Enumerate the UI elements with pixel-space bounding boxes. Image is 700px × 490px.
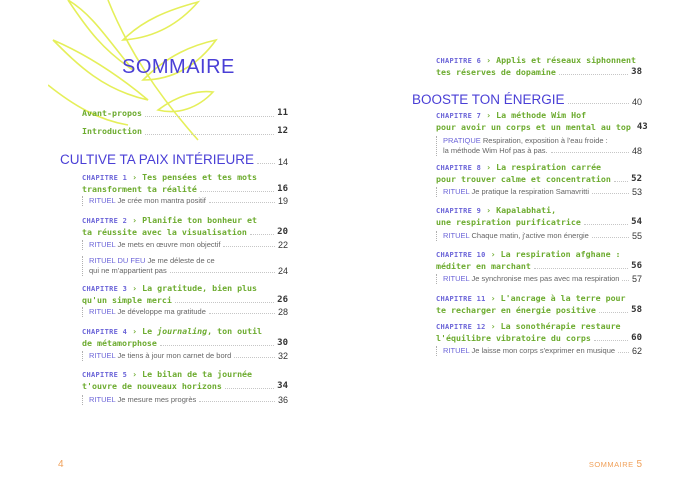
toc-chapter-10[interactable]: CHAPITRE 10 › La respiration afghane : méditer en marchant 56 (436, 249, 642, 271)
toc-chapter-7[interactable]: CHAPITRE 7 › La méthode Wim Hof pour avoir un corps et un mental au top 43 (436, 110, 648, 132)
toc-ritual-4[interactable]: RITUEL Je tiens à jour mon carnet de bord 32 (82, 351, 288, 361)
toc-ritual-2b[interactable]: RITUEL DU FEU Je me déleste de ce qui ne m'appartient pas 24 (82, 256, 288, 276)
running-head: SOMMAIRE (588, 460, 634, 469)
right-page-number: 5 (636, 459, 642, 470)
toc-chapter-2[interactable]: CHAPITRE 2 › Planifie ton bonheur et ta réussite avec la visualisation 20 (82, 215, 288, 237)
toc-chapter-6[interactable]: CHAPITRE 6 › Applis et réseaux siphonnent tes réserves de dopamine 38 (436, 55, 642, 77)
toc-chapter-9[interactable]: CHAPITRE 9 › Kapalabhati, une respiration purificatrice 54 (436, 205, 642, 227)
toc-ritual-9[interactable]: RITUEL Chaque matin, j'active mon énergie 55 (436, 231, 642, 241)
toc-ritual-2a[interactable]: RITUEL Je mets en œuvre mon objectif 22 (82, 240, 288, 250)
right-page-footer (589, 459, 642, 470)
toc-chapter-5[interactable]: CHAPITRE 5 › Le bilan de ta journée t'ouvre de nouveaux horizons 34 (82, 369, 288, 391)
page-title: SOMMAIRE (122, 56, 235, 78)
left-page-number: 4 (58, 459, 64, 470)
toc-chapter-8[interactable]: CHAPITRE 8 › La respiration carrée pour trouver calme et concentration 52 (436, 162, 642, 184)
toc-section-cultive[interactable]: CULTIVE TA PAIX INTÉRIEURE 14 (60, 152, 288, 167)
toc-ritual-3[interactable]: RITUEL Je développe ma gratitude 28 (82, 307, 288, 317)
toc-chapter-11[interactable]: CHAPITRE 11 › L'ancrage à la terre pour te recharger en énergie positive 58 (436, 293, 642, 315)
toc-chapter-3[interactable]: CHAPITRE 3 › La gratitude, bien plus qu'un simple merci 26 (82, 283, 288, 305)
toc-chapter-12[interactable]: CHAPITRE 12 › La sonothérapie restaure l'équilibre vibratoire du corps 60 (436, 321, 642, 343)
toc-section-booste[interactable]: BOOSTE TON ÉNERGIE 40 (412, 92, 642, 107)
toc-chapter-4[interactable]: CHAPITRE 4 › Le journaling, ton outil de métamorphose 30 (82, 326, 288, 348)
toc-ritual-12[interactable]: RITUEL Je laisse mon corps s'exprimer en musique 62 (436, 346, 642, 356)
toc-chapter-1[interactable]: CHAPITRE 1 › Tes pensées et tes mots transforment ta réalité 16 (82, 172, 288, 194)
toc-practice-7[interactable]: PRATIQUE Respiration, exposition à l'eau froide : la méthode Wim Hof pas à pas. 48 (436, 136, 642, 156)
toc-introduction[interactable]: Introduction 12 (82, 126, 288, 136)
toc-ritual-5[interactable]: RITUEL Je mesure mes progrès 36 (82, 395, 288, 405)
toc-avant-propos[interactable]: Avant-propos 11 (82, 108, 288, 118)
toc-ritual-8[interactable]: RITUEL Je pratique la respiration Samavritti 53 (436, 187, 642, 197)
toc-ritual-1[interactable]: RITUEL Je crée mon mantra positif 19 (82, 196, 288, 206)
toc-ritual-10[interactable]: RITUEL Je synchronise mes pas avec ma respiration 57 (436, 274, 642, 284)
